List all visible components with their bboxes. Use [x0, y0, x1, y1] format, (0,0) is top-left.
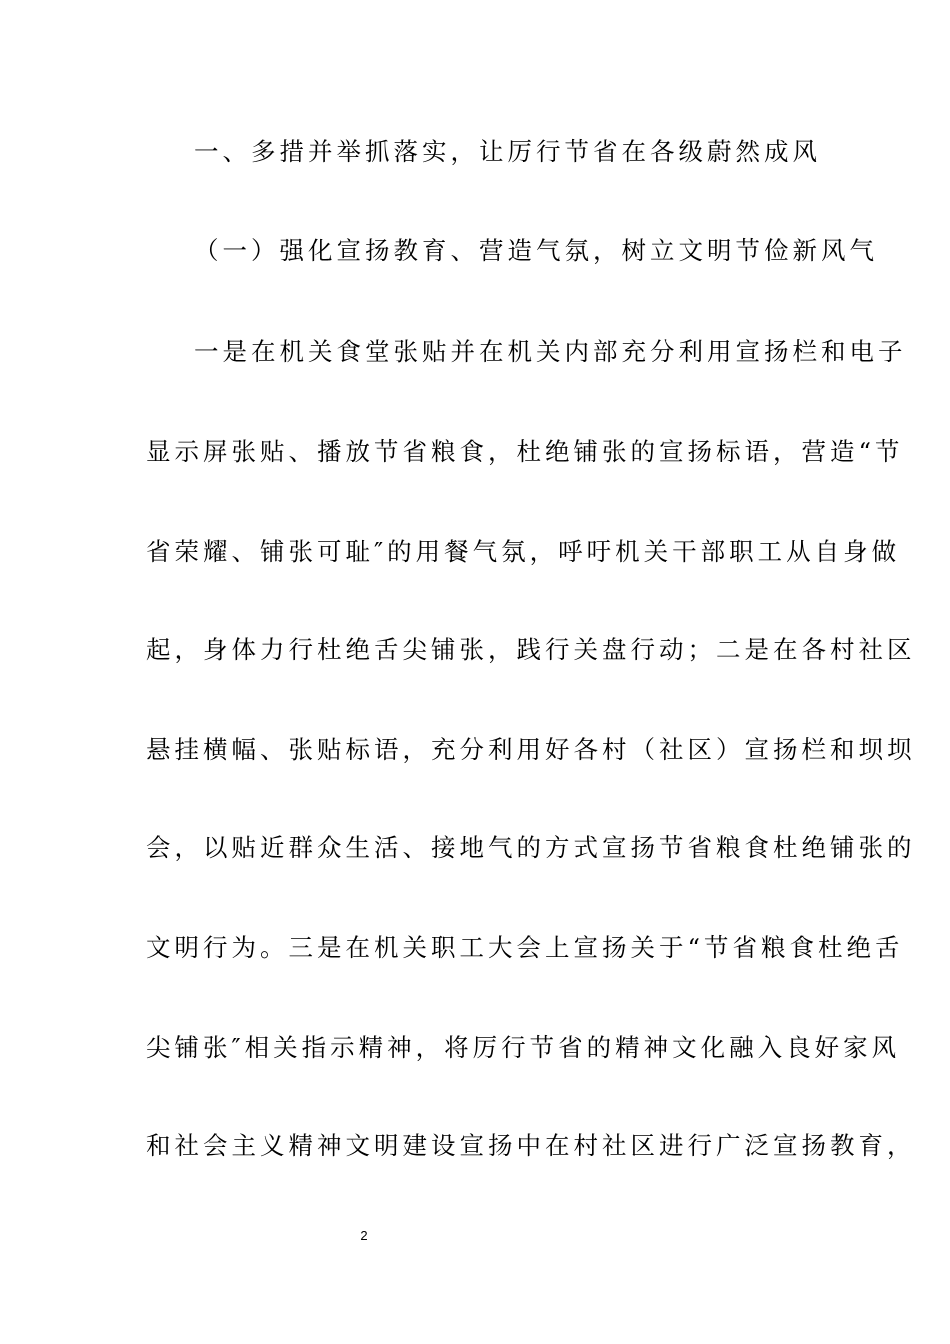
section-heading: 一、多措并举抓落实，让厉行节省在各级蔚然成风	[194, 137, 821, 166]
paragraph-line: 和社会主义精神文明建设宣扬中在村社区进行广泛宣扬教育，	[146, 1131, 916, 1160]
paragraph-line: 文明行为。三是在机关职工大会上宣扬关于“节省粮食杜绝舌	[146, 933, 904, 962]
paragraph-line: 一是在机关食堂张贴并在机关内部充分利用宣扬栏和电子	[194, 337, 907, 366]
paragraph-line: 悬挂横幅、张贴标语，充分利用好各村（社区）宣扬栏和坝坝	[146, 735, 916, 764]
paragraph-line: 起，身体力行杜绝舌尖铺张，践行关盘行动；二是在各村社区	[146, 635, 916, 664]
paragraph-line: 会，以贴近群众生活、接地气的方式宣扬节省粮食杜绝铺张的	[146, 833, 916, 862]
page-number: 2	[360, 1228, 368, 1243]
paragraph-line: 省荣耀、铺张可耻″的用餐气氛，呼吁机关干部职工从自身做	[146, 537, 901, 566]
paragraph-line: 显示屏张贴、播放节省粮食，杜绝铺张的宣扬标语，营造“节	[146, 437, 904, 466]
subsection-heading: （一）强化宣扬教育、营造气氛，树立文明节俭新风气	[194, 236, 878, 265]
paragraph-line: 尖铺张″相关指示精神，将厉行节省的精神文化融入良好家风	[146, 1033, 901, 1062]
